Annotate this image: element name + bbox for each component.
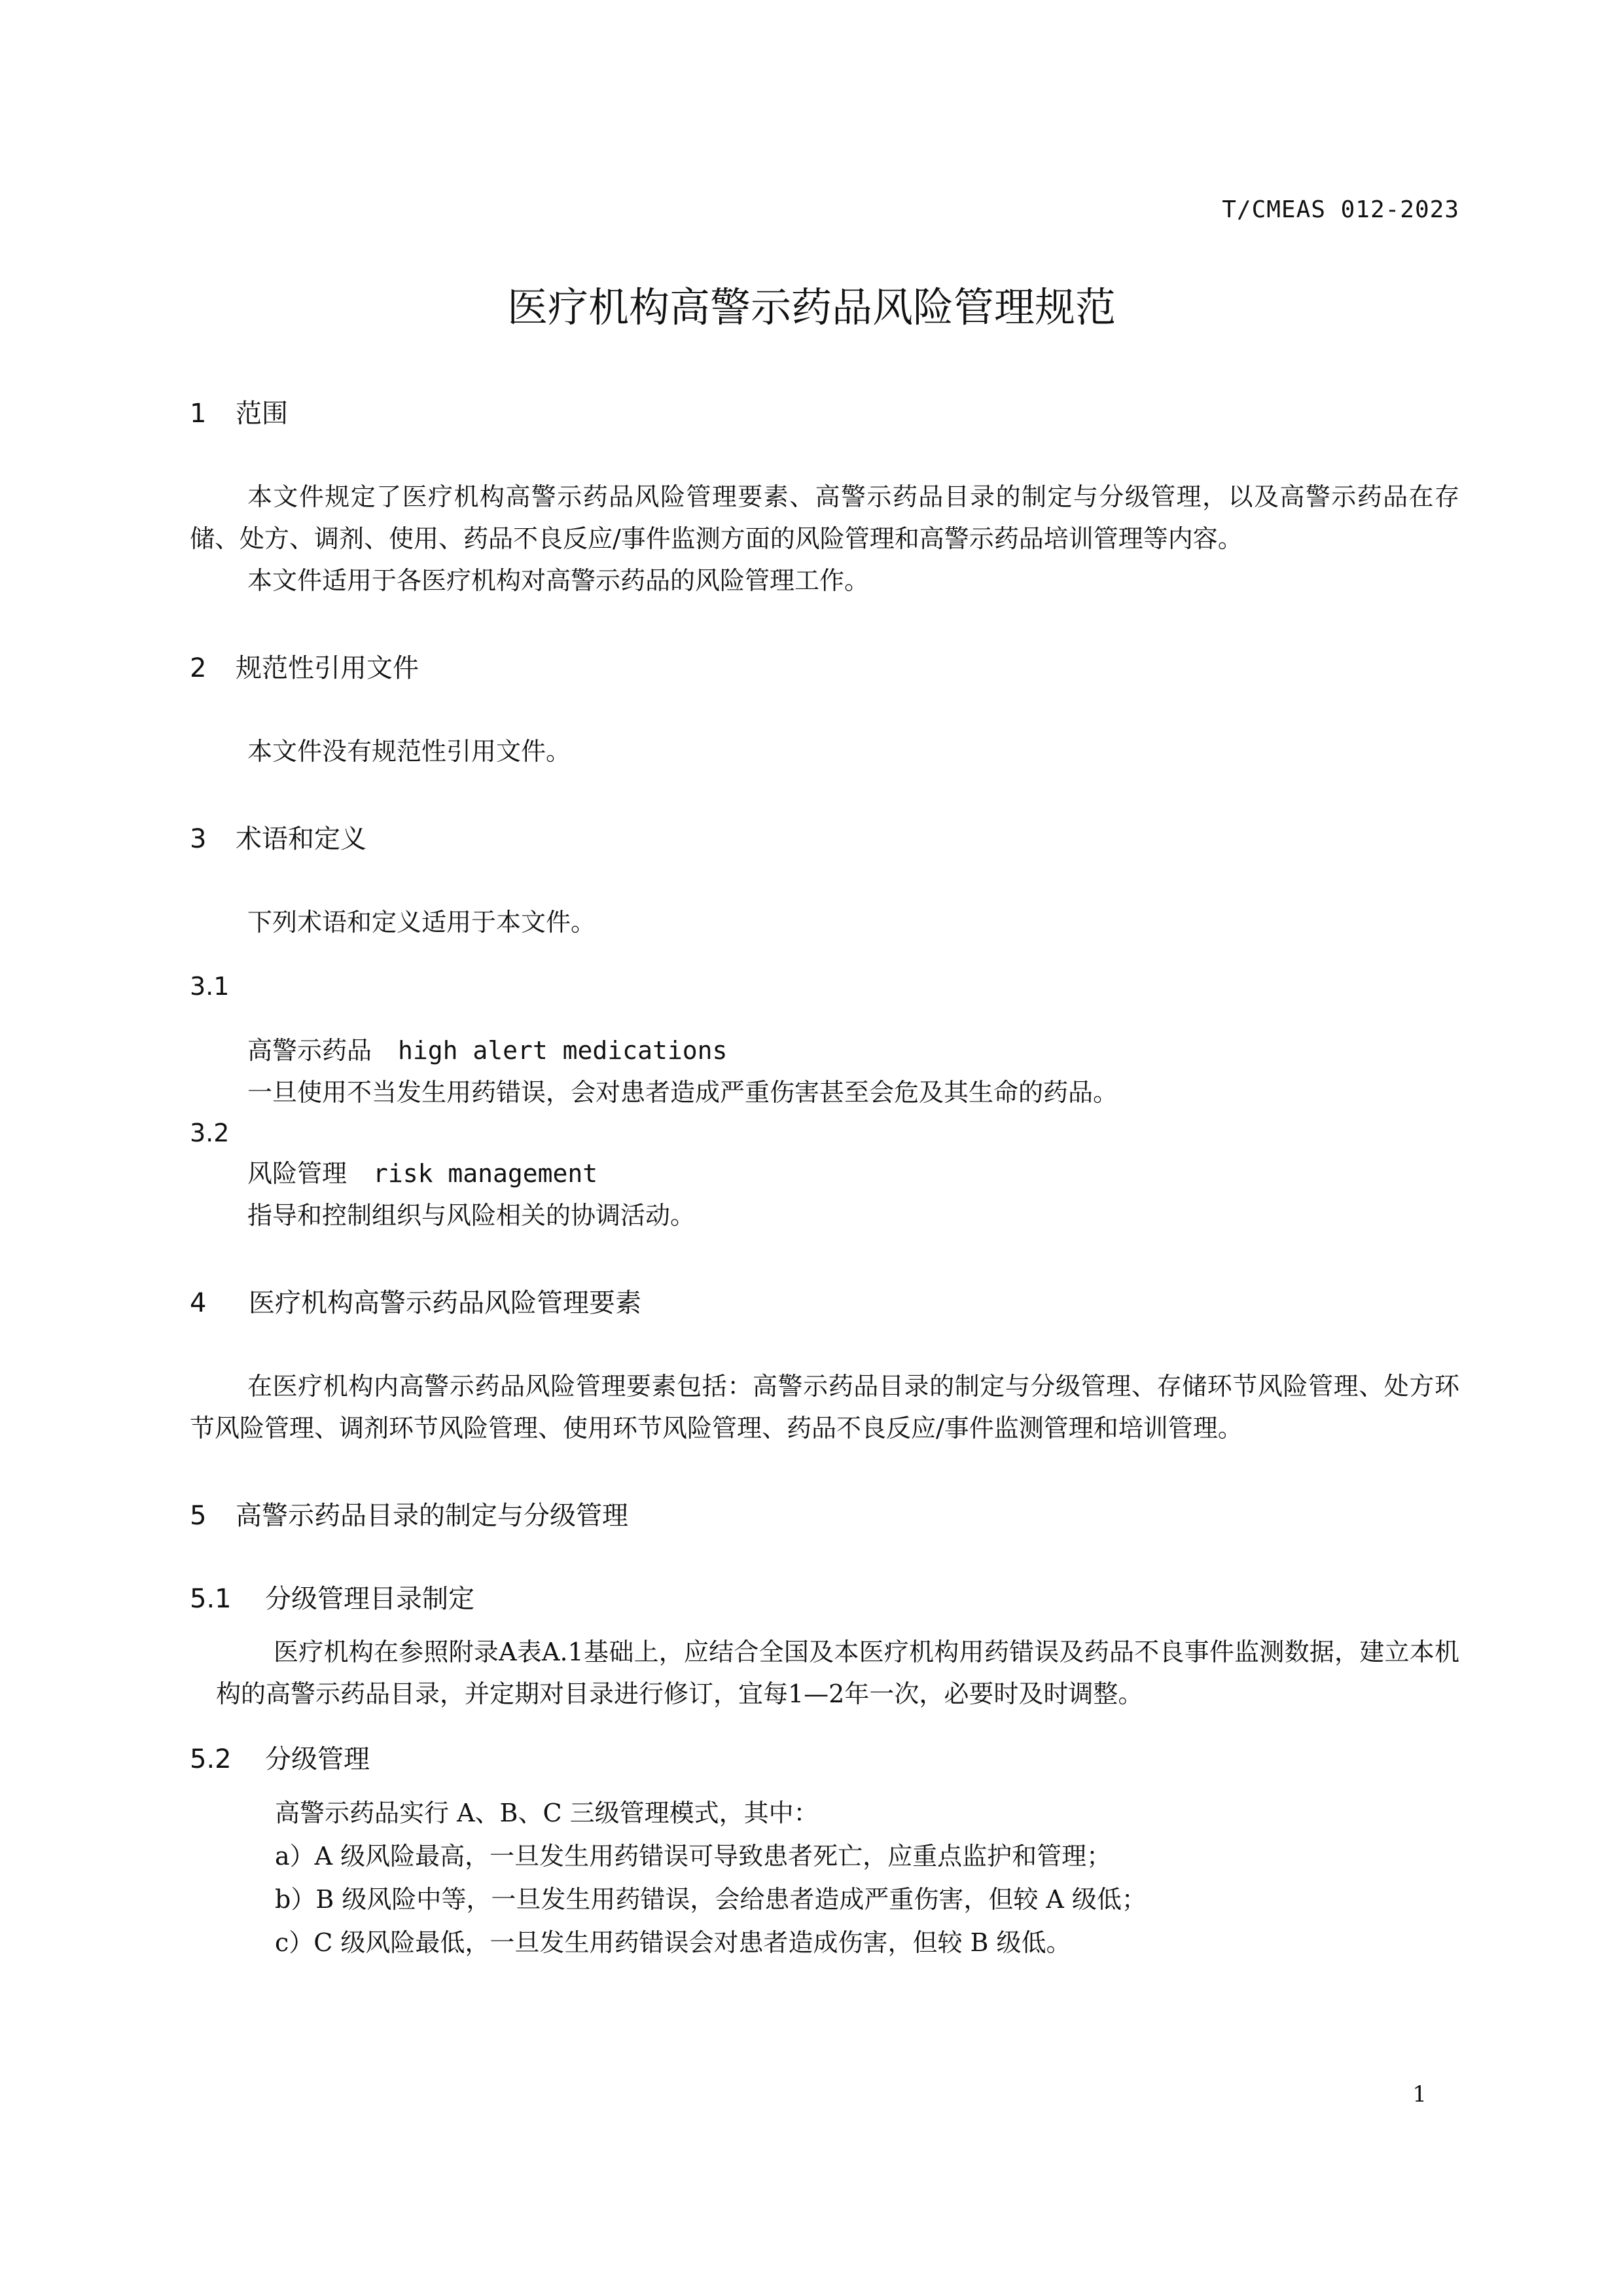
section-number: 1 — [190, 399, 207, 429]
term-definition: 一旦使用不当发生用药错误，会对患者造成严重伤害甚至会危及其生命的药品。 — [247, 1078, 1118, 1107]
term-english: high alert medications — [398, 1036, 728, 1065]
term-number: 3.2 — [190, 1119, 230, 1147]
section-number: 3 — [190, 824, 207, 854]
section-1-heading — [190, 393, 1459, 430]
section-title: 医疗机构高警示药品风险管理要素 — [249, 1288, 641, 1318]
document-body — [190, 393, 1459, 1964]
list-item: a）A 级风险最高，一旦发生用药错误可导致患者死亡，应重点监护和管理； — [275, 1842, 1112, 1871]
subsection-title: 分级管理 — [265, 1744, 370, 1774]
section-title: 高警示药品目录的制定与分级管理 — [236, 1501, 628, 1531]
list-item: b）B 级风险中等，一旦发生用药错误，会给患者造成严重伤害，但较 A 级低； — [275, 1885, 1147, 1914]
term-chinese: 风险管理 — [247, 1159, 348, 1188]
subsection-5-1-paragraph: 医疗机构在参照附录A表A.1基础上，应结合全国及本医疗机构用药错误及药品不良事件监测数据，建立本机构的高警示药品目录，并定期对目录进行修订，宜每1—2年一次，必要时及时调整。 — [216, 1638, 1459, 1708]
term-english: risk management — [373, 1159, 598, 1188]
section-title: 规范性引用文件 — [236, 653, 419, 683]
section-number: 5 — [190, 1501, 207, 1531]
subsection-title: 分级管理目录制定 — [265, 1584, 474, 1614]
term-definition: 指导和控制组织与风险相关的协调活动。 — [247, 1201, 696, 1230]
subsection-5-1-heading — [190, 1578, 1459, 1615]
section-1-paragraph-1: 本文件规定了医疗机构高警示药品风险管理要素、高警示药品目录的制定与分级管理，以及高警示药品在存储、处方、调剂、使用、药品不良反应/事件监测方面的风险管理和高警示药品培训管理等内容。 — [190, 482, 1459, 553]
term-heading — [190, 1030, 1459, 1071]
subsection-number: 5.2 — [190, 1744, 232, 1774]
section-number: 2 — [190, 653, 207, 683]
section-3-heading — [190, 818, 1459, 855]
section-4-heading — [190, 1282, 1459, 1319]
section-title: 范围 — [236, 399, 288, 429]
section-4-paragraph-1: 在医疗机构内高警示药品风险管理要素包括：高警示药品目录的制定与分级管理、存储环节风险管理、处方环节风险管理、调剂环节风险管理、使用环节风险管理、药品不良反应/事件监测管理和培训管理。 — [190, 1372, 1459, 1443]
section-1-paragraph-2: 本文件适用于各医疗机构对高警示药品的风险管理工作。 — [247, 566, 870, 595]
subsection-number: 5.1 — [190, 1584, 232, 1614]
document-code: T/CMEAS 012-2023 — [1222, 196, 1459, 223]
section-3-paragraph-1: 下列术语和定义适用于本文件。 — [247, 908, 596, 937]
section-5-heading — [190, 1495, 1459, 1532]
section-number: 4 — [190, 1288, 207, 1318]
term-number: 3.1 — [190, 972, 230, 1001]
section-title: 术语和定义 — [236, 824, 366, 854]
section-2-paragraph-1: 本文件没有规范性引用文件。 — [247, 737, 571, 766]
section-2-heading — [190, 647, 1459, 685]
term-chinese: 高警示药品 — [247, 1036, 372, 1065]
list-item: c）C 级风险最低，一旦发生用药错误会对患者造成伤害，但较 B 级低。 — [275, 1928, 1071, 1957]
page-number: 1 — [1412, 2081, 1427, 2108]
term-heading — [190, 1153, 1459, 1194]
subsection-5-2-intro: 高警示药品实行 A、B、C 三级管理模式，其中： — [275, 1799, 819, 1827]
document-title: 医疗机构高警示药品风险管理规范 — [507, 283, 1116, 331]
subsection-5-2-heading — [190, 1738, 1459, 1776]
